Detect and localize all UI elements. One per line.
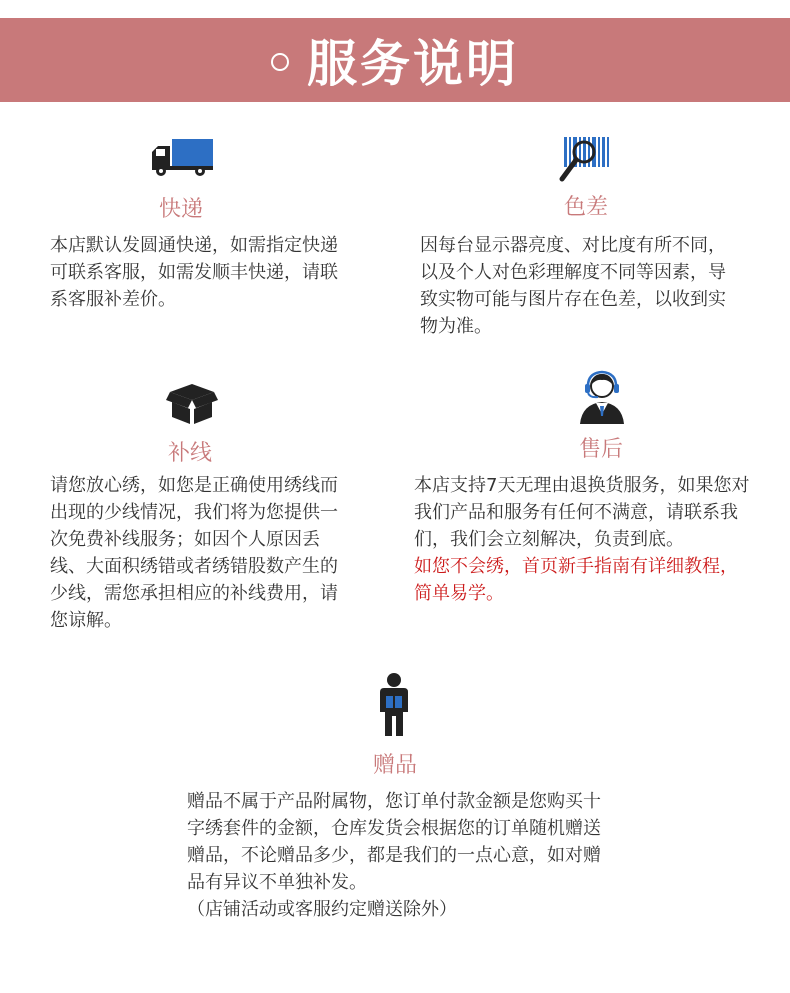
page-title: 服务说明 [307, 35, 519, 93]
aftersale-highlight: 如您不会绣，首页新手指南有详细教程，简单易学。 [414, 556, 738, 604]
headset-agent-icon [578, 370, 626, 424]
gift-text [187, 788, 617, 923]
thread-title: 补线 [167, 441, 212, 466]
gift-body: 赠品不属于产品附属物，您订单付款金额是您购买十字绣套件的金额，仓库发货会根据您的订单随机赠送赠品，不论赠品多少，都是我们的一点心意，如对赠品有异议不单独补发。 [187, 791, 601, 893]
gift-title: 赠品 [372, 753, 417, 778]
aftersale-text [414, 472, 754, 607]
color-title: 色差 [563, 195, 608, 220]
gift-note: （店铺活动或客服约定赠送除外） [187, 899, 457, 920]
barcode-magnifier-icon [558, 135, 614, 183]
aftersale-body: 本店支持7天无理由退换货服务，如果您对我们产品和服务有任何不满意，请联系我们，我们会立刻解决，负责到底。 [414, 475, 750, 550]
aftersale-title: 售后 [578, 437, 623, 462]
color-body: 因每台显示器亮度、对比度有所不同，以及个人对色彩理解度不同等因素，导致实物可能与图片存在色差，以收到实物为准。 [420, 235, 726, 337]
header-banner [0, 18, 790, 102]
express-title: 快递 [158, 197, 203, 222]
thread-body: 请您放心绣，如您是正确使用绣线而出现的少线情况，我们将为您提供一次免费补线服务；如因个人原因丢线、大面积绣错或者绣错股数产生的少线，需您承担相应的补线费用，请您谅解。 [50, 475, 338, 631]
box-icon [166, 380, 218, 426]
person-gift-icon [374, 672, 414, 738]
express-body: 本店默认发圆通快递，如需指定快递可联系客服，如需发顺丰快递，请联系客服补差价。 [50, 235, 338, 310]
truck-icon [150, 138, 214, 178]
circle-icon [271, 53, 289, 71]
